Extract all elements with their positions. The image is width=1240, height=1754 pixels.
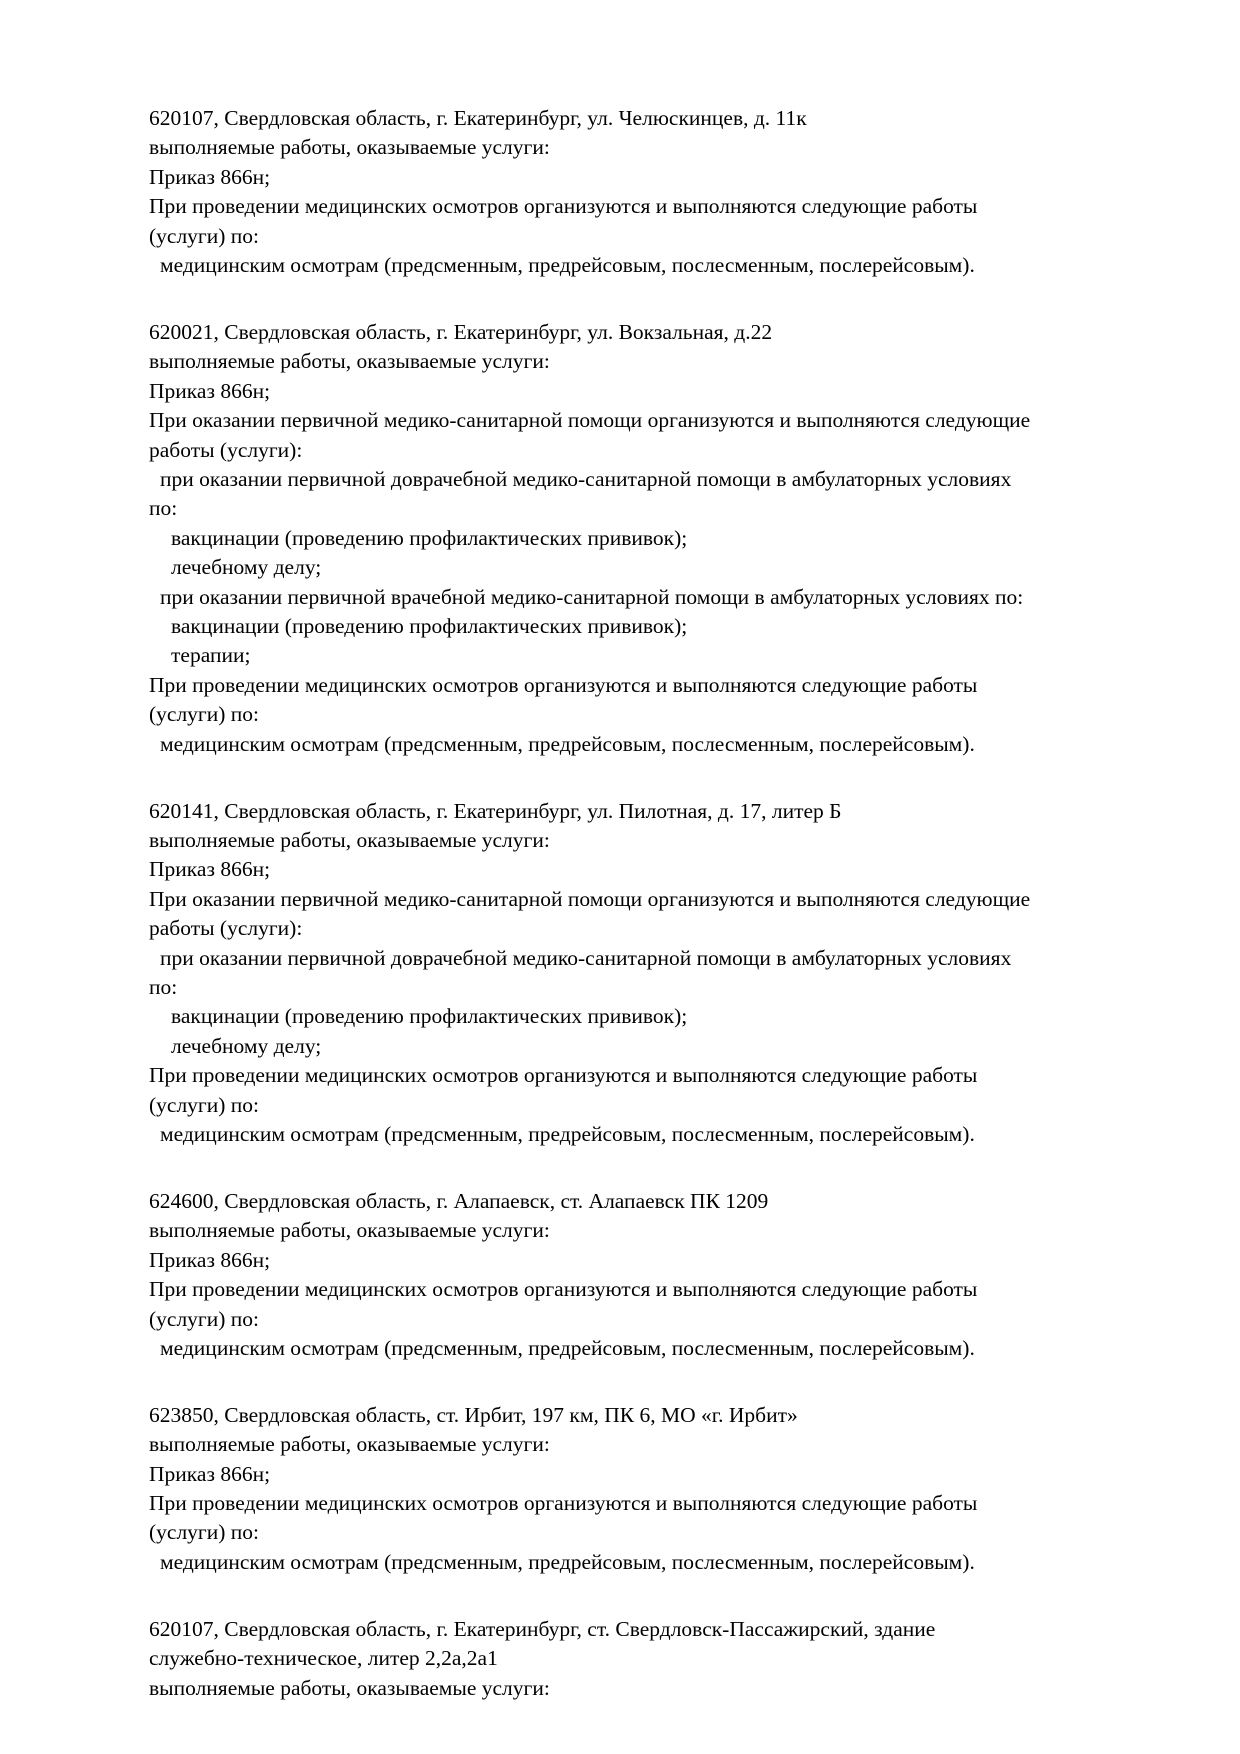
text-line: Приказ 866н;: [149, 1247, 271, 1272]
text-line: работы (услуги):: [149, 916, 303, 941]
text-line: при оказании первичной доврачебной медико-санитарной помощи в амбулаторных условиях: [160, 466, 1012, 491]
text-line: работы (услуги):: [149, 437, 303, 462]
address-block: [149, 104, 1122, 280]
address-block: [149, 1187, 1122, 1363]
address-block: [149, 318, 1122, 759]
text-line: При проведении медицинских осмотров организуются и выполняются следующие работы: [149, 672, 978, 697]
text-line: (услуги) по:: [149, 1520, 260, 1545]
address-line: 620021, Свердловская область, г. Екатеринбург, ул. Вокзальная, д.22: [149, 319, 773, 344]
text-line: при оказании первичной доврачебной медико-санитарной помощи в амбулаторных условиях: [160, 945, 1012, 970]
text-line: вакцинации (проведению профилактических прививок);: [171, 525, 688, 550]
text-line: При оказании первичной медико-санитарной помощи организуются и выполняются следующие: [149, 408, 1031, 433]
text-line: выполняемые работы, оказываемые услуги:: [149, 1432, 550, 1457]
text-line: (услуги) по:: [149, 702, 260, 727]
address-line: 623850, Свердловская область, ст. Ирбит, 197 км, ПК 6, МО «г. Ирбит»: [149, 1402, 798, 1427]
text-line: выполняемые работы, оказываемые услуги:: [149, 135, 550, 160]
text-line: медицинским осмотрам (предсменным, предрейсовым, послесменным, послерейсовым).: [160, 253, 975, 278]
text-line: (услуги) по:: [149, 223, 260, 248]
text-line: вакцинации (проведению профилактических прививок);: [171, 614, 688, 638]
text-line: медицинским осмотрам (предсменным, предрейсовым, послесменным, послерейсовым).: [160, 1122, 975, 1146]
text-line: выполняемые работы, оказываемые услуги:: [149, 349, 550, 374]
text-line: При проведении медицинских осмотров организуются и выполняются следующие работы: [149, 1491, 978, 1516]
text-line: При проведении медицинских осмотров организуются и выполняются следующие работы: [149, 1277, 978, 1302]
text-line: выполняемые работы, оказываемые услуги:: [149, 1218, 550, 1243]
text-line: Приказ 866н;: [149, 164, 271, 189]
address-block: [149, 797, 1122, 1150]
text-line: Приказ 866н;: [149, 857, 271, 882]
text-line: медицинским осмотрам (предсменным, предрейсовым, послесменным, послерейсовым).: [160, 1549, 975, 1574]
text-line: служебно-техническое, литер 2,2а,2а1: [149, 1646, 498, 1671]
address-line: 620107, Свердловская область, г. Екатеринбург, ул. Челюскинцев, д. 11к: [149, 106, 807, 130]
address-line: 620141, Свердловская область, г. Екатеринбург, ул. Пилотная, д. 17, литер Б: [149, 798, 842, 823]
text-line: при оказании первичной врачебной медико-санитарной помощи в амбулаторных условиях по:: [160, 584, 1024, 609]
text-line: по:: [149, 496, 178, 521]
text-line: (услуги) по:: [149, 1092, 260, 1117]
text-line: лечебному делу;: [171, 1033, 322, 1058]
text-line: медицинским осмотрам (предсменным, предрейсовым, послесменным, послерейсовым).: [160, 731, 975, 756]
address-block: [149, 1401, 1122, 1577]
text-line: выполняемые работы, оказываемые услуги:: [149, 1675, 550, 1700]
address-line: 620107, Свердловская область, г. Екатеринбург, ст. Свердловск-Пассажирский, здание: [149, 1616, 936, 1641]
text-line: по:: [149, 974, 178, 999]
text-line: Приказ 866н;: [149, 1461, 271, 1486]
text-line: При оказании первичной медико-санитарной помощи организуются и выполняются следующие: [149, 886, 1031, 911]
text-line: терапии;: [171, 643, 251, 668]
text-line: выполняемые работы, оказываемые услуги:: [149, 827, 550, 852]
text-line: Приказ 866н;: [149, 378, 271, 403]
text-line: лечебному делу;: [171, 555, 322, 580]
text-line: вакцинации (проведению профилактических прививок);: [171, 1004, 688, 1029]
license-address-blocks: [149, 104, 1122, 1703]
address-line: 624600, Свердловская область, г. Алапаевск, ст. Алапаевск ПК 1209: [149, 1188, 769, 1213]
text-line: При проведении медицинских осмотров организуются и выполняются следующие работы: [149, 194, 978, 219]
text-line: При проведении медицинских осмотров организуются и выполняются следующие работы: [149, 1063, 978, 1088]
address-block: [149, 1615, 1122, 1703]
text-line: (услуги) по:: [149, 1306, 260, 1331]
text-line: медицинским осмотрам (предсменным, предрейсовым, послесменным, послерейсовым).: [160, 1335, 975, 1360]
